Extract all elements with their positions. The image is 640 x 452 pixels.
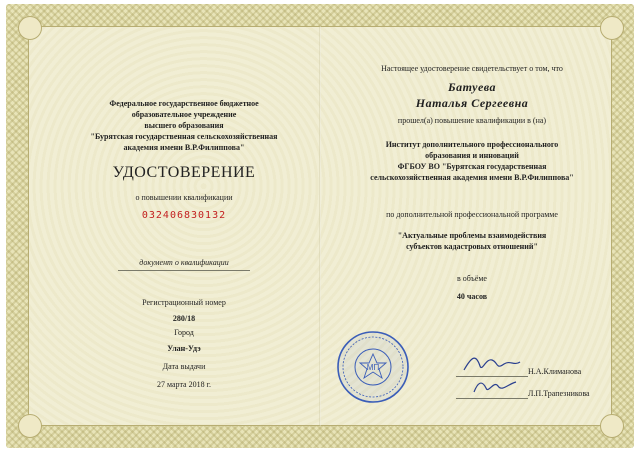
issuer-line: "Бурятская государственная сельскохозяйственная [90,132,278,141]
certificate-title: УДОСТОВЕРЕНИЕ [112,164,256,181]
institution-line: Институт дополнительного профессионального [385,140,559,149]
signature-1 [462,352,522,376]
volume-hours: 40 часов [456,292,488,301]
issue-date: 27 марта 2018 г. [157,380,211,389]
institution-line: образования и инноваций [425,151,519,160]
corner-ornament [600,414,624,438]
program-line: субъектов кадастровых отношений" [406,242,538,251]
issuer-line: Федеральное государственное бюджетное [109,99,259,108]
city-label: Город [174,328,194,337]
certificate-subtitle: о повышении квалификации [135,193,233,202]
passed-line: прошел(а) повышение квалификации в (на) [397,116,547,125]
volume-label: в объёме [457,274,487,283]
official-stamp [336,330,410,404]
serial-number: 032406830132 [141,210,227,221]
signer-1-name: Н.А.Климанова [528,367,582,376]
issuer-line: академия имени В.Р.Филиппова" [123,143,245,152]
city: Улан-Удэ [167,344,201,353]
issuer-line: высшего образования [144,121,224,130]
reg-number-label: Регистрационный номер [142,298,226,307]
document-type: документ о квалификации [139,258,229,267]
institution-line: ФГБОУ ВО "Бурятская государственная [397,162,547,171]
signature-2 [470,376,520,398]
program-label: по дополнительной профессиональной программе [386,210,558,219]
signature-line [456,398,528,399]
corner-ornament [600,16,624,40]
corner-ornament [18,414,42,438]
corner-ornament [18,16,42,40]
issuer-line: образовательное учреждение [131,110,237,119]
intro-text: Настоящее удостоверение свидетельствует о том, что [381,64,563,73]
signer-2-name: Л.П.Трапезникова [528,389,590,398]
document-type-line [118,270,250,271]
institution-line: сельскохозяйственная академия имени В.Р.Филиппова" [370,173,574,182]
holder-surname: Батуева [447,80,497,94]
program-line: "Актуальные проблемы взаимодействия [397,231,547,240]
stamp-label: МП [366,363,380,372]
reg-number: 280/18 [172,314,196,323]
page-fold [319,26,321,426]
date-label: Дата выдачи [162,362,206,371]
holder-given-names: Наталья Сергеевна [415,96,529,110]
